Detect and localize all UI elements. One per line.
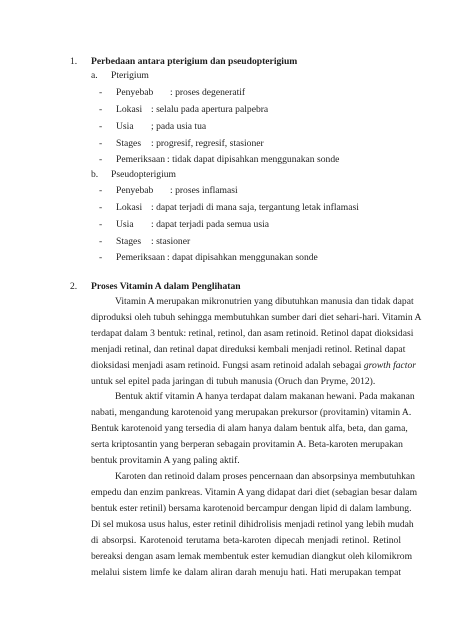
item-label: Lokasi (116, 104, 143, 115)
paragraph-line: Vitamin A merupakan mikronutrien yang dibutuhkan manusia dan tidak dapat (115, 296, 414, 307)
item-value: : progresif, regresif, stasioner (151, 138, 264, 149)
paragraph-line: bentuk ester retinil) bersama karotenoid bercampur dengan lipid di dalam lambung. (91, 503, 412, 514)
item-value: : dapat terjadi di mana saja, tergantung letak inflamasi (151, 202, 359, 213)
item-value: : stasioner (151, 236, 191, 247)
item-label: Stages (116, 236, 142, 247)
item-value: : selalu pada apertura palpebra (151, 104, 269, 115)
paragraph-line: empedu dan enzim pankreas. Vitamin A yang didapat dari diet (sebagian besar dalam (91, 487, 418, 498)
paragraph-line: Bentuk aktif vitamin A hanya terdapat dalam makanan hewani. Pada makanan (115, 391, 415, 402)
item-label: Penyebab (116, 87, 154, 98)
section-2-number: 2. (70, 281, 78, 292)
item-label: Usia (116, 121, 134, 132)
paragraph-line: Karoten dan retinoid dalam proses pencernaan dan absorpsinya membutuhkan (115, 471, 415, 482)
paragraph-line: serta kriptosantin yang berperan sebagain provitamin A. Beta-karoten merupakan (91, 439, 403, 450)
paragraph-line: bereaksi dengan asam lemak membentuk ester kemudian diangkut oleh kilomikrom (91, 551, 413, 562)
section-1-title: Perbedaan antara pterigium dan pseudopterigium (91, 56, 298, 67)
paragraph-line: Bentuk karotenoid yang tersedia di alam hanya dalam bentuk alfa, beta, dan gama, (91, 423, 408, 434)
item-value: : proses inflamasi (170, 185, 238, 196)
sub-b-title: Pseudopterigium (111, 169, 177, 180)
item-value: ; pada usia tua (151, 121, 207, 132)
item-label: Usia (116, 219, 134, 230)
italic-term: growth factor (363, 360, 416, 371)
item-label: Pemeriksaan (116, 154, 166, 165)
paragraph-line: Di sel mukosa usus halus, ester retinil dihidrolisis menjadi retinol yang lebih mudah (91, 519, 414, 530)
item-label: Pemeriksaan (116, 252, 166, 263)
item-label: Lokasi (116, 202, 143, 213)
section-2-title: Proses Vitamin A dalam Penglihatan (91, 281, 241, 292)
paragraph-line: menjadi retinal, dan retinal dapat direduksi kembali menjadi retinol. Retinal dapat (91, 344, 406, 355)
document-page: 1. Perbedaan antara pterigium dan pseudopterigium a. Pterigium - Penyebab : proses degeneratif - Lokasi : selalu pada apertura palpebra - Usia ; pada usia tua - Stages : progresif, regresif, stasioner - Pemeriksaan : tidak dapat dipisahkan menggunakan sonde b. Pseudopterigium - Penyebab : proses inflamasi - Lokasi : dapat terjadi di mana saja, tergantung letak inflamasi - Usia : dapat terjadi pada semua usia - Stages : stasioner - Pemeriksaan : dapat dipisahkan menggunakan sonde 2. Proses Vitamin A dalam Penglihatan Vitamin A merupakan mikronutrien yang dibutuhkan manusia dan tidak dapat diproduksi oleh tubuh sehingga membutuhkan sumber dari diet sehari-hari. Vitamin A terdapat dalam 3 bentuk: retinal, retinol, dan asam retinoid. Retinol dapat dioksidasi menjadi retinal, dan retinal dapat direduksi kembali menjadi retinol. Retinal dapat dioksidasi menjadi asam retinoid. Fungsi asam retinoid adalah sebagai growth factor untuk sel epitel pada jaringan di tubuh manusia (Oruch dan Pryme, 2012). Bentuk aktif vitamin A hanya terdapat dalam makanan hewani. Pada makanan nabati, mengandung karotenoid yang merupakan prekursor (provitamin) vitamin A. Bentuk karotenoid yang tersedia di alam hanya dalam bentuk alfa, beta, dan gama, serta kriptosantin yang berperan sebagain provitamin A. Beta-karoten merupakan bentuk provitamin A yang paling aktif. Karoten dan retinoid dalam proses pencernaan dan absorpsinya membutuhkan empedu dan enzim pankreas. Vitamin A yang didapat dari diet (sebagian besar dalam bentuk ester retinil) bersama karotenoid bercampur dengan lipid di dalam lambung. Di sel mukosa usus halus, ester retinil dihidrolisis menjadi retinol yang lebih mudah di absorpsi. Karotenoid terutama beta-karoten dipecah menjadi retinol. Retinol bereaksi dengan asam lemak membentuk ester kemudian diangkut oleh kilomikrom melalui sistem limfe ke dalam aliran darah menuju hati. Hati merupakan tempat (70, 56, 422, 578)
paragraph-line: nabati, mengandung karotenoid yang merupakan prekursor (provitamin) vitamin A. (91, 407, 412, 418)
item-value: : dapat terjadi pada semua usia (151, 219, 270, 230)
paragraph-line: di absorpsi. Karotenoid terutama beta-karoten dipecah menjadi retinol. Retinol (91, 535, 401, 546)
sub-a-title: Pterigium (111, 70, 149, 81)
item-value: : dapat dipisahkan menggunakan sonde (167, 252, 318, 263)
paragraph-line: dioksidasi menjadi asam retinoid. Fungsi asam retinoid adalah sebagai growth factor (91, 360, 416, 371)
item-label: Penyebab (116, 185, 154, 196)
item-value: : tidak dapat dipisahkan menggunakan sonde (167, 154, 340, 165)
item-label: Stages (116, 138, 142, 149)
sub-a-marker: a. (91, 70, 98, 81)
item-value: : proses degeneratif (170, 87, 246, 98)
paragraph-line: melalui sistem limfe ke dalam aliran darah menuju hati. Hati merupakan tempat (91, 567, 401, 578)
paragraph-line: terdapat dalam 3 bentuk: retinal, retinol, dan asam retinoid. Retinol dapat dioksidasi (91, 328, 414, 339)
sub-b-marker: b. (91, 169, 99, 180)
paragraph-line: bentuk provitamin A yang paling aktif. (91, 455, 240, 466)
paragraph-line: untuk sel epitel pada jaringan di tubuh manusia (Oruch dan Pryme, 2012). (91, 376, 376, 387)
section-1-number: 1. (70, 56, 78, 67)
paragraph-line: diproduksi oleh tubuh sehingga membutuhkan sumber dari diet sehari-hari. Vitamin A (91, 312, 422, 323)
